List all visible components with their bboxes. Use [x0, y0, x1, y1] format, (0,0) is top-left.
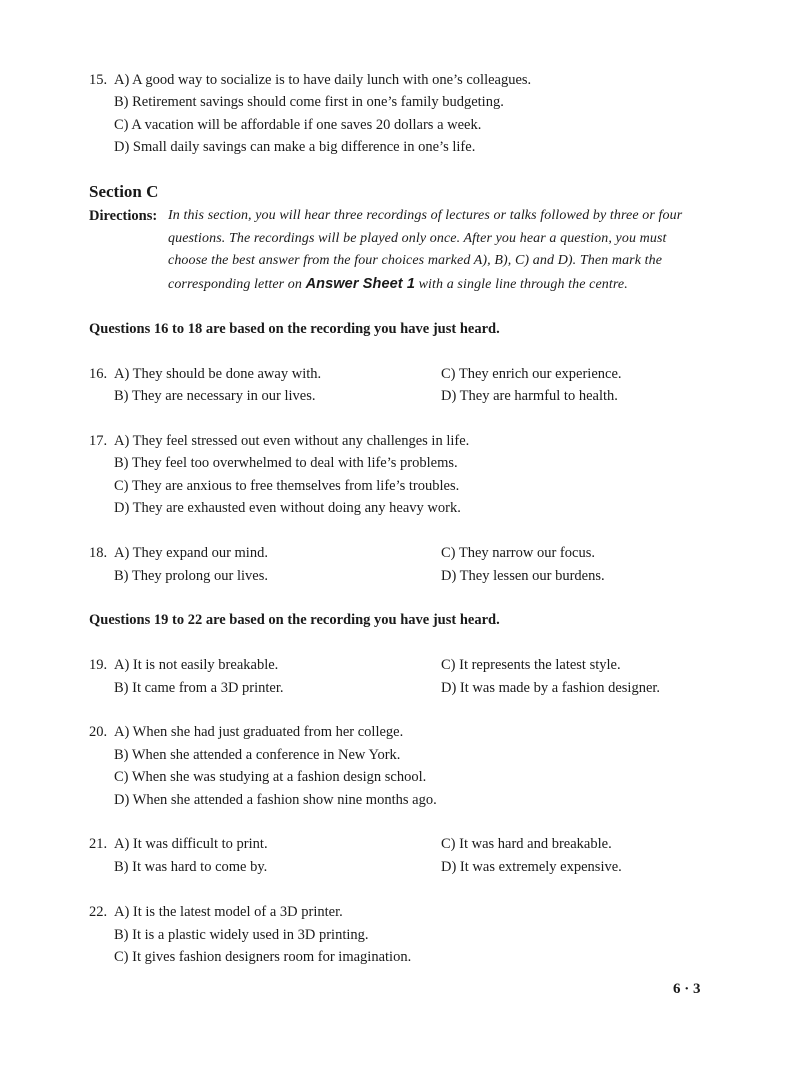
option-b: B) They feel too overwhelmed to deal with life’s problems. [114, 455, 458, 471]
directions-line: questions. The recordings will be played only once. After you hear a question, you must [168, 231, 667, 246]
option-a: A) It is not easily breakable. [114, 657, 279, 673]
option-c: C) They enrich our experience. [441, 366, 622, 382]
option-d: D) It was made by a fashion designer. [441, 680, 661, 696]
option-d: D) They are exhausted even without doing any heavy work. [114, 500, 461, 516]
option-b: B) When she attended a conference in New York. [114, 747, 401, 763]
question-group-heading: Questions 16 to 18 are based on the recording you have just heard. [89, 321, 500, 337]
option-a: A) They should be done away with. [114, 366, 322, 382]
option-c: C) It was hard and breakable. [441, 836, 612, 852]
directions-line: choose the best answer from the four choices marked A), B), C) and D). Then mark the [168, 253, 663, 268]
option-a: A) It is the latest model of a 3D printer. [114, 904, 343, 920]
directions-line [168, 275, 628, 294]
question-number: 15. [89, 72, 108, 88]
option-d: D) It was extremely expensive. [441, 859, 622, 875]
option-d: D) They lessen our burdens. [441, 568, 605, 584]
question-number: 22. [89, 904, 108, 920]
question-number: 17. [89, 433, 108, 449]
option-c: C) When she was studying at a fashion design school. [114, 769, 427, 785]
option-c: C) They narrow our focus. [441, 545, 595, 561]
question-group-heading: Questions 19 to 22 are based on the recording you have just heard. [89, 612, 500, 628]
section-title: Section C [89, 182, 159, 201]
option-c: C) A vacation will be affordable if one saves 20 dollars a week. [114, 117, 482, 133]
directions-text: with a single line through the centre. [418, 277, 628, 292]
option-b: B) They are necessary in our lives. [114, 388, 316, 404]
question-number: 18. [89, 545, 108, 561]
option-c: C) It represents the latest style. [441, 657, 621, 673]
option-c: C) It gives fashion designers room for imagination. [114, 949, 412, 965]
option-b: B) It came from a 3D printer. [114, 680, 284, 696]
option-a: A) When she had just graduated from her college. [114, 724, 404, 740]
option-a: A) A good way to socialize is to have daily lunch with one’s colleagues. [114, 72, 532, 88]
option-d: D) Small daily savings can make a big difference in one’s life. [114, 139, 476, 155]
option-b: B) Retirement savings should come first in one’s family budgeting. [114, 94, 504, 110]
option-a: A) It was difficult to print. [114, 836, 268, 852]
option-c: C) They are anxious to free themselves from life’s troubles. [114, 478, 460, 494]
question-number: 16. [89, 366, 108, 382]
question-number: 21. [89, 836, 108, 852]
option-b: B) It is a plastic widely used in 3D printing. [114, 927, 369, 943]
option-d: D) When she attended a fashion show nine months ago. [114, 792, 437, 808]
directions-text: corresponding letter on [168, 277, 302, 292]
option-d: D) They are harmful to health. [441, 388, 618, 404]
option-b: B) They prolong our lives. [114, 568, 268, 584]
directions-label: Directions: [89, 208, 158, 224]
option-b: B) It was hard to come by. [114, 859, 268, 875]
question-number: 19. [89, 657, 108, 673]
question-number: 20. [89, 724, 108, 740]
page-number: 6 · 3 [673, 981, 701, 997]
directions-line: In this section, you will hear three recordings of lectures or talks followed by three or four [168, 208, 683, 223]
option-a: A) They feel stressed out even without any challenges in life. [114, 433, 470, 449]
option-a: A) They expand our mind. [114, 545, 268, 561]
answer-sheet-reference: Answer Sheet 1 [305, 276, 415, 292]
